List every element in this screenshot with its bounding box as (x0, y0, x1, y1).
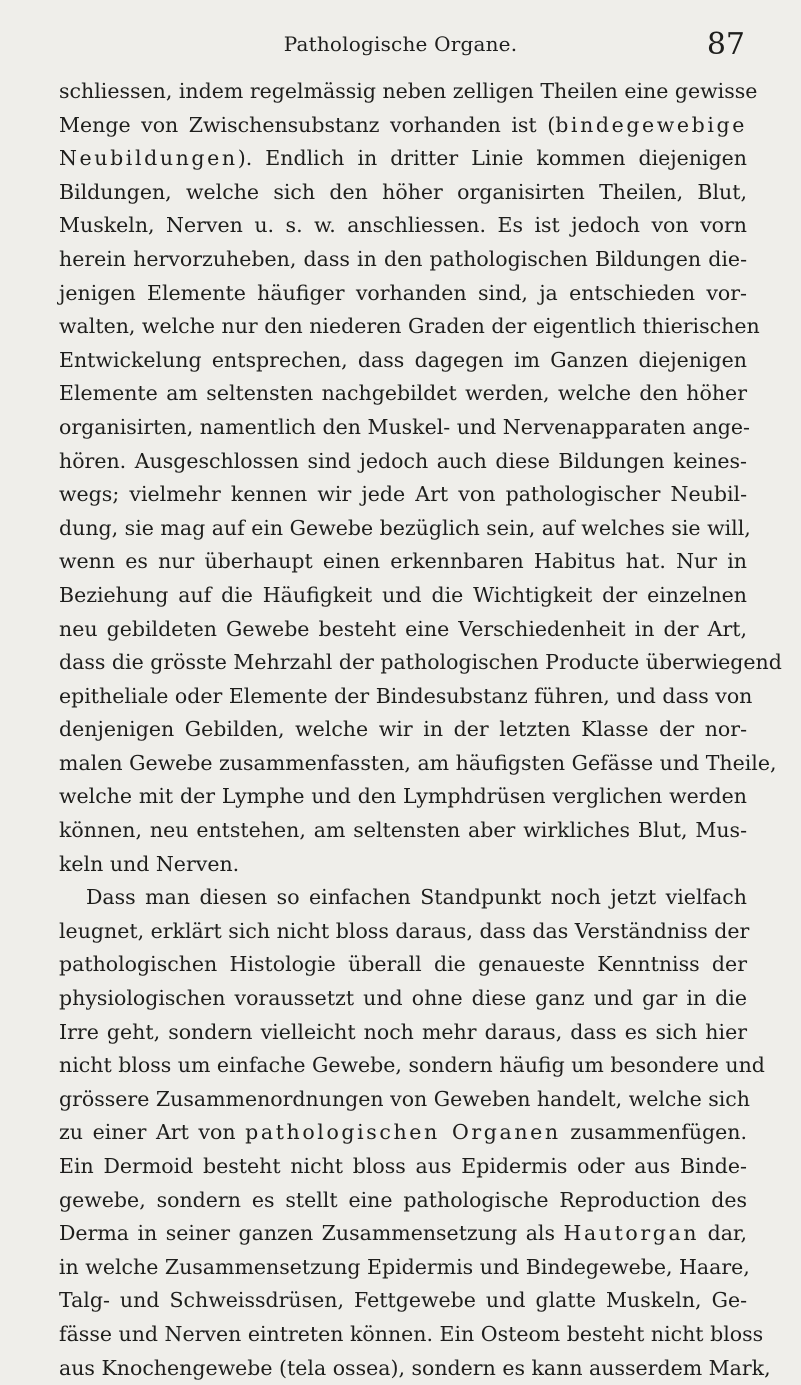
text-line (59, 780, 747, 814)
text-line (59, 209, 747, 243)
text-line (59, 344, 747, 378)
line-text: Irre geht, sondern vielleicht noch mehr daraus, dass es sich hier (59, 1019, 747, 1044)
text-line (59, 848, 747, 882)
emphasized-text: Neubildungen (59, 146, 238, 171)
line-text: fässe und Nerven eintreten können. Ein Osteom besteht nicht bloss (59, 1321, 764, 1346)
text-line (59, 512, 751, 546)
text-line (59, 915, 750, 949)
line-text: welche mit der Lymphe und den Lymphdrüsen verglichen werden (59, 784, 747, 809)
line-text: walten, welche nur den niederen Graden der eigentlich thierischen (59, 314, 760, 339)
line-text: organisirten, namentlich den Muskel- und Nervenapparaten ange- (59, 414, 750, 439)
text-line (59, 109, 747, 143)
text-line (59, 1184, 747, 1218)
text-line (59, 881, 747, 915)
line-text: Elemente am seltensten nachgebildet werden, welche den höher (59, 381, 747, 406)
line-text: nicht bloss um einfache Gewebe, sondern häufig um besondere und (59, 1053, 765, 1078)
line-text: dung, sie mag auf ein Gewebe bezüglich sein, auf welches sie will, (59, 515, 751, 540)
line-text: aus Knochengewebe (tela ossea), sondern es kann ausserdem Mark, (59, 1355, 771, 1380)
line-text: leugnet, erklärt sich nicht bloss daraus, dass das Verständniss der (59, 918, 750, 943)
line-text: ). Endlich in dritter Linie kommen diejenigen (237, 146, 747, 171)
line-text: Beziehung auf die Häufigkeit und die Wichtigkeit der einzelnen (59, 582, 747, 607)
text-line (59, 445, 747, 479)
line-text: dar, (699, 1221, 747, 1246)
text-line (59, 982, 747, 1016)
text-line (59, 75, 758, 109)
text-line (59, 613, 747, 647)
line-text: jenigen Elemente häufiger vorhanden sind, ja entschieden vor- (59, 280, 747, 305)
line-text: schliessen, indem regelmässig neben zelligen Theilen eine gewisse (59, 79, 758, 103)
text-line (59, 1016, 747, 1050)
line-text: Derma in seiner ganzen Zusammensetzung als (59, 1221, 564, 1246)
line-text: pathologischen Histologie überall die genaueste Kenntniss der (59, 952, 747, 977)
line-text: Bildungen, welche sich den höher organisirten Theilen, Blut, (59, 179, 747, 204)
emphasized-text: bindegewebige (555, 112, 747, 137)
line-text: Dass man diesen so einfachen Standpunkt noch jetzt vielfach (86, 885, 747, 910)
line-text: dass die grösste Mehrzahl der pathologischen Producte überwiegend (59, 650, 782, 675)
body-text (59, 75, 782, 1385)
line-text: in welche Zusammensetzung Epidermis und Bindegewebe, Haare, (59, 1254, 750, 1279)
text-line (59, 1217, 747, 1251)
line-text: wenn es nur überhaupt einen erkennbaren Habitus hat. Nur in (59, 549, 747, 574)
line-text: Talg- und Schweissdrüsen, Fettgewebe und glatte Muskeln, Ge- (59, 1288, 747, 1313)
line-text: malen Gewebe zusammenfassten, am häufigsten Gefässe und Theile, (59, 750, 777, 775)
line-text: gewebe, sondern es stellt eine pathologische Reproduction des (59, 1187, 747, 1212)
text-line (59, 478, 747, 512)
text-line (59, 713, 747, 747)
text-line (59, 277, 747, 311)
text-line (59, 814, 747, 848)
text-line (59, 1352, 771, 1385)
line-text: können, neu entstehen, am seltensten aber wirkliches Blut, Mus- (59, 818, 747, 843)
text-line (59, 310, 760, 344)
text-line (59, 1251, 750, 1285)
text-line (59, 377, 747, 411)
text-line (59, 176, 747, 210)
line-text: physiologischen voraussetzt und ohne diese ganz und gar in die (59, 986, 747, 1011)
line-text: epitheliale oder Elemente der Bindesubstanz führen, und dass von (59, 683, 753, 708)
emphasized-text: pathologischen Organen (245, 1120, 561, 1145)
line-text: zu einer Art von (59, 1120, 246, 1145)
line-text: Muskeln, Nerven u. s. w. anschliessen. Es ist jedoch von vorn (59, 213, 747, 238)
text-line (59, 1150, 747, 1184)
line-text: wegs; vielmehr kennen wir jede Art von pathologischer Neubil- (59, 482, 747, 507)
text-line (59, 680, 753, 714)
running-head (0, 27, 801, 70)
text-line (59, 243, 747, 277)
line-text: grössere Zusammenordnungen von Geweben handelt, welche sich (59, 1086, 750, 1111)
emphasized-text: Hautorgan (563, 1221, 700, 1246)
text-line (59, 142, 747, 176)
text-line (59, 411, 750, 445)
text-line (59, 747, 777, 781)
text-line (59, 1284, 747, 1318)
line-text: Entwickelung entsprechen, dass dagegen im Ganzen diejenigen (59, 347, 747, 372)
text-line (59, 1318, 764, 1352)
text-line (59, 545, 747, 579)
running-title: Pathologische Organe. (283, 32, 518, 56)
text-line (59, 1116, 747, 1150)
line-text: keln und Nerven. (59, 851, 240, 876)
line-text: denjenigen Gebilden, welche wir in der letzten Klasse der nor- (59, 717, 747, 742)
text-line (59, 948, 747, 982)
text-line (59, 579, 747, 613)
text-line (59, 1083, 750, 1117)
line-text: zusammenfügen. (560, 1120, 747, 1145)
line-text: Menge von Zwischensubstanz vorhanden ist ( (59, 112, 556, 137)
line-text: neu gebildeten Gewebe besteht eine Verschiedenheit in der Art, (59, 616, 747, 641)
line-text: herein hervorzuheben, dass in den pathologischen Bildungen die- (59, 246, 747, 271)
page-number: 87 (706, 27, 745, 62)
line-text: hören. Ausgeschlossen sind jedoch auch diese Bildungen keines- (59, 448, 747, 473)
text-line (59, 1049, 765, 1083)
text-line (59, 646, 782, 680)
line-text: Ein Dermoid besteht nicht bloss aus Epidermis oder aus Binde- (59, 1154, 747, 1178)
